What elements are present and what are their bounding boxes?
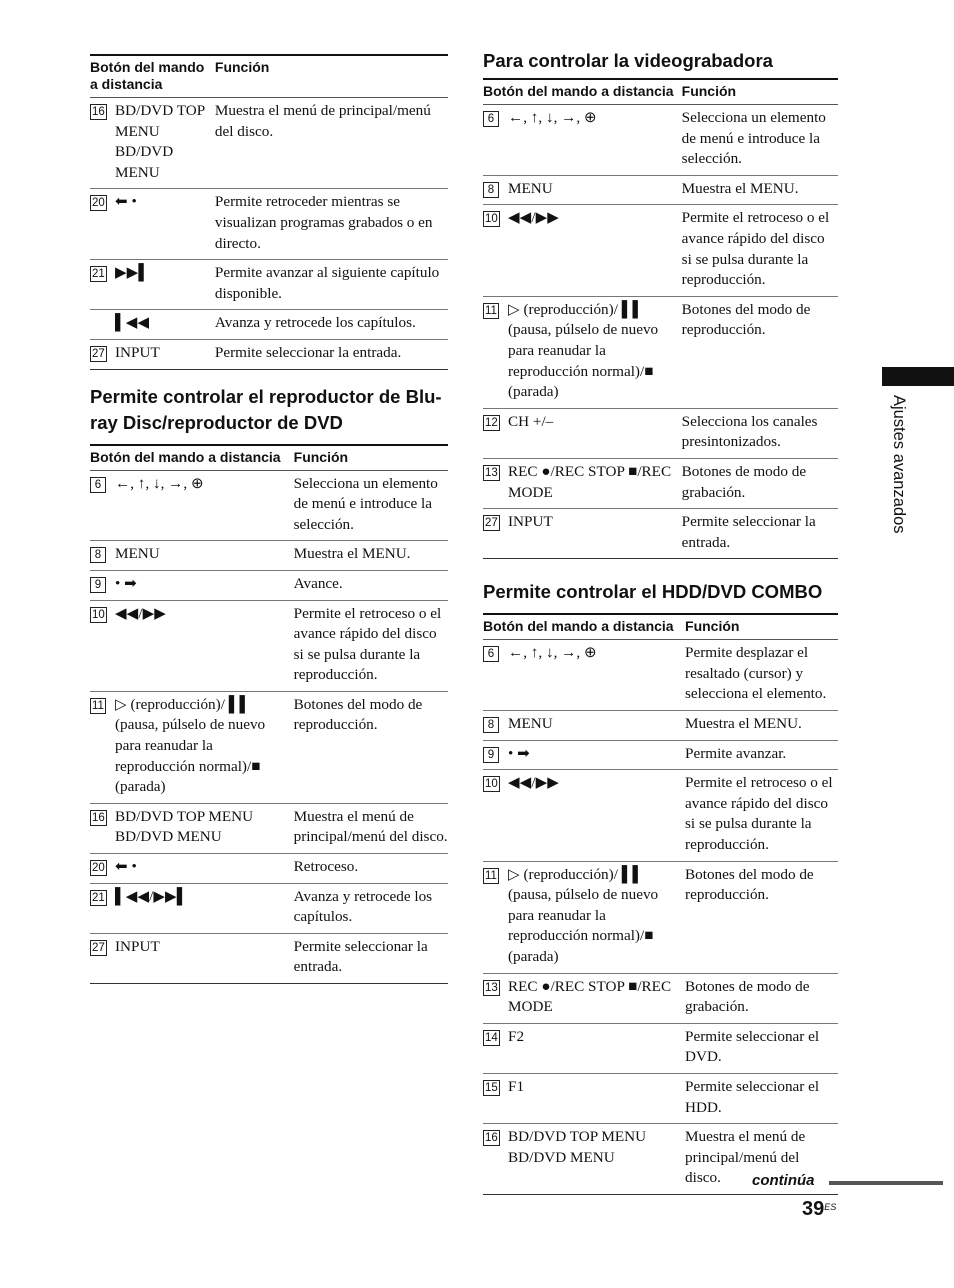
button-number-badge: 16	[485, 1132, 498, 1145]
function-cell: Botones de modo de grabación.	[681, 462, 807, 501]
remote-button-cell: BD/DVD TOP MENU BD/DVD MENU	[115, 102, 205, 181]
table-row	[483, 205, 838, 296]
table-row	[483, 770, 838, 861]
function-cell: Permite seleccionar la entrada.	[293, 937, 428, 976]
button-number-badge: 27	[485, 517, 498, 530]
function-cell: Permite el retroceso o el avance rápido del disco si se pulsa durante la reproducción.	[685, 774, 833, 854]
function-cell: Muestra el menú de principal/menú del disco.	[214, 102, 431, 140]
table-row	[90, 189, 448, 260]
remote-button-cell: ▌◀◀	[115, 314, 150, 332]
remote-button-cell: • ➡	[508, 744, 530, 762]
table-row	[483, 740, 838, 770]
row-number-cell	[90, 803, 115, 853]
function-cell: Permite avanzar.	[685, 744, 787, 762]
row-number-cell	[483, 861, 508, 973]
remote-button-cell: INPUT	[508, 513, 553, 531]
remote-button-cell: MENU	[508, 715, 553, 733]
header-button: Botón del mando a distancia	[90, 59, 205, 92]
table-header	[90, 445, 448, 471]
function-cell: Muestra el menú de principal/menú del disco.	[685, 1128, 806, 1187]
function-cell: Permite avanzar al siguiente capítulo disponible.	[214, 264, 440, 302]
remote-button-cell: MENU	[115, 545, 160, 563]
button-number-badge: 10	[485, 213, 498, 226]
remote-button-cell: ▷ (reproducción)/ ▌▌ (pausa, púlselo de nuevo para reanudar la reproducción normal)/■ (parada)	[508, 865, 659, 965]
function-cell: Muestra el MENU.	[681, 179, 799, 197]
remote-button-cell: ⬅ •	[115, 858, 137, 876]
button-number-badge: 6	[90, 477, 106, 493]
header-button: Botón del mando a distancia	[90, 448, 281, 465]
table-row	[483, 175, 838, 205]
remote-button-cell: ◀◀/▶▶	[115, 604, 166, 622]
remote-button-cell: F2	[508, 1027, 525, 1045]
header-function: Función	[681, 83, 737, 99]
remote-button-cell: ◀◀/▶▶	[508, 774, 559, 792]
table-row	[483, 509, 838, 559]
table-row	[90, 541, 448, 571]
table-row	[483, 1073, 838, 1123]
button-number-badge: 12	[485, 416, 498, 429]
continua-rule	[829, 1181, 943, 1185]
page-suffix: ES	[824, 1202, 837, 1212]
row-number-cell	[483, 458, 508, 508]
button-number-badge: 13	[485, 466, 498, 479]
table-row	[90, 883, 448, 933]
row-number-cell	[90, 570, 115, 600]
remote-button-cell: ←, ↑, ↓, →, ⊕	[508, 109, 597, 126]
row-number-cell	[90, 541, 115, 571]
table-row	[90, 600, 448, 691]
row-number-cell	[483, 770, 508, 861]
table-row	[483, 408, 838, 458]
row-number-cell	[90, 260, 115, 310]
page-number	[802, 1198, 836, 1221]
remote-button-cell: F1	[508, 1077, 525, 1095]
row-number-cell	[483, 973, 508, 1023]
row-number-cell	[90, 310, 115, 340]
remote-button-cell: INPUT	[115, 343, 160, 361]
button-number-badge: 10	[92, 608, 105, 621]
row-number-cell	[483, 296, 508, 408]
row-number-cell	[483, 640, 508, 711]
button-number-badge: 8	[90, 547, 106, 563]
table-header	[483, 79, 838, 105]
function-cell: Botones del modo de reproducción.	[681, 300, 811, 339]
left-column	[90, 54, 448, 984]
button-number-badge: 20	[92, 197, 105, 210]
row-number-cell	[483, 1124, 508, 1195]
button-number-badge: 21	[92, 268, 105, 281]
button-number-badge: 8	[483, 182, 499, 198]
section-title-vcr: Para controlar la videograbadora	[483, 50, 773, 71]
section-title-hdd: Permite controlar el HDD/DVD COMBO	[483, 581, 823, 603]
function-cell: Avance.	[293, 574, 343, 592]
function-cell: Avanza y retrocede los capítulos.	[293, 887, 433, 926]
row-number-cell	[90, 933, 115, 983]
header-function: Función	[685, 618, 740, 635]
row-number-cell	[90, 600, 115, 691]
table-row	[483, 458, 838, 508]
row-number-cell	[483, 408, 508, 458]
row-number-cell	[483, 205, 508, 296]
button-number-badge: 9	[483, 747, 499, 763]
table-row	[483, 711, 838, 741]
section-title-bluray: Permite controlar el reproductor de Blu-ray Disc/reproductor de DVD	[90, 385, 442, 433]
row-number-cell	[483, 711, 508, 741]
table-row	[90, 570, 448, 600]
button-number-badge: 6	[483, 646, 499, 662]
function-cell: Muestra el menú de principal/menú del disco.	[293, 807, 448, 846]
row-number-cell	[483, 509, 508, 559]
side-label-text: Ajustes avanzados	[890, 395, 908, 534]
table-row	[90, 691, 448, 803]
function-cell: Botones del modo de reproducción.	[293, 695, 423, 734]
row-number-cell	[90, 470, 115, 541]
button-number-badge: 14	[485, 1031, 498, 1044]
side-label	[880, 395, 920, 575]
function-cell: Selecciona los canales presintonizados.	[681, 412, 818, 451]
function-cell: Selecciona un elemento de menú e introduce la selección.	[681, 109, 826, 168]
function-cell: Permite seleccionar el HDD.	[685, 1077, 820, 1116]
remote-button-cell: ◀◀/▶▶	[508, 209, 559, 227]
row-number-cell	[483, 1073, 508, 1123]
button-number-badge: 15	[485, 1081, 498, 1094]
button-number-badge: 20	[92, 862, 105, 875]
row-number-cell	[483, 740, 508, 770]
table-row	[90, 470, 448, 541]
button-number-badge: 21	[92, 891, 105, 904]
header-function: Función	[214, 59, 270, 75]
button-number-badge: 11	[90, 698, 106, 714]
page-number-value: 39	[802, 1198, 825, 1220]
header-function: Función	[293, 448, 349, 465]
header-button: Botón del mando a distancia	[483, 83, 674, 99]
function-cell: Selecciona un elemento de menú e introduce la selección.	[293, 474, 438, 533]
table-row	[90, 803, 448, 853]
button-number-badge: 13	[485, 981, 498, 994]
button-number-badge: 11	[483, 303, 499, 319]
remote-button-cell: ←, ↑, ↓, →, ⊕	[115, 474, 204, 492]
remote-button-cell: ▷ (reproducción)/ ▌▌ (pausa, púlselo de nuevo para reanudar la reproducción normal)/■ (parada)	[508, 300, 659, 401]
table-hdd	[483, 613, 838, 1195]
table-left-top	[90, 54, 448, 370]
table-body	[90, 98, 448, 370]
table-body	[483, 640, 838, 1195]
remote-button-cell: MENU	[508, 179, 553, 197]
table-row	[90, 260, 448, 310]
row-number-cell	[90, 854, 115, 884]
table-row	[483, 296, 838, 408]
button-number-badge: 27	[92, 347, 105, 360]
remote-button-cell: ⬅ •	[115, 193, 137, 211]
table-bluray	[90, 444, 448, 984]
function-cell: Permite seleccionar la entrada.	[681, 513, 816, 551]
row-number-cell	[483, 175, 508, 205]
table-body	[483, 105, 838, 559]
button-number-badge: 9	[90, 577, 106, 593]
row-number-cell	[483, 1023, 508, 1073]
button-number-badge: 6	[483, 111, 499, 127]
table-header	[90, 55, 448, 98]
button-number-badge: 11	[483, 868, 499, 884]
button-number-badge: 16	[92, 106, 105, 118]
remote-button-cell: REC ●/REC STOP ■/REC MODE	[508, 462, 672, 501]
function-cell: Muestra el MENU.	[293, 545, 411, 563]
row-number-cell	[90, 883, 115, 933]
table-row	[483, 640, 838, 711]
remote-button-cell: ←, ↑, ↓, →, ⊕	[508, 644, 597, 662]
right-column	[483, 48, 838, 1195]
row-number-cell	[90, 691, 115, 803]
function-cell: Botones del modo de reproducción.	[685, 865, 814, 904]
row-number-cell	[90, 189, 115, 260]
function-cell: Permite desplazar el resaltado (cursor) y selecciona el elemento.	[685, 644, 827, 703]
header-button: Botón del mando a distancia	[483, 618, 674, 635]
table-header	[483, 614, 838, 640]
row-number-cell	[483, 105, 508, 176]
remote-button-cell: ▌◀◀/▶▶▌	[115, 887, 188, 905]
table-row	[90, 98, 448, 189]
remote-button-cell: BD/DVD TOP MENU BD/DVD MENU	[508, 1128, 647, 1166]
row-number-cell	[90, 339, 115, 369]
table-row	[483, 105, 838, 176]
remote-button-cell: REC ●/REC STOP ■/REC MODE	[508, 977, 672, 1016]
remote-button-cell: • ➡	[115, 574, 137, 592]
function-cell: Retroceso.	[293, 858, 359, 876]
function-cell: Permite el retroceso o el avance rápido del disco si se pulsa durante la reproducción.	[293, 604, 442, 684]
table-row	[483, 1023, 838, 1073]
table-vcr	[483, 78, 838, 559]
button-number-badge: 8	[483, 717, 499, 733]
button-number-badge: 10	[485, 778, 498, 791]
table-row	[90, 933, 448, 983]
table-row	[90, 339, 448, 369]
continua-label: continúa	[752, 1172, 815, 1189]
row-number-cell	[90, 98, 115, 189]
table-row	[90, 310, 448, 340]
remote-button-cell: BD/DVD TOP MENU BD/DVD MENU	[115, 807, 254, 846]
remote-button-cell: ▷ (reproducción)/ ▌▌ (pausa, púlselo de nuevo para reanudar la reproducción normal)/■ (parada)	[115, 695, 266, 796]
table-row	[483, 861, 838, 973]
remote-button-cell: ▶▶▌	[115, 264, 150, 282]
remote-button-cell: CH +/–	[508, 412, 554, 430]
function-cell: Permite el retroceso o el avance rápido del disco si se pulsa durante la reproducción.	[681, 209, 830, 289]
function-cell: Permite seleccionar el DVD.	[685, 1027, 820, 1066]
function-cell: Avanza y retrocede los capítulos.	[214, 314, 416, 332]
table-row	[483, 973, 838, 1023]
table-row	[90, 854, 448, 884]
side-tab-marker	[882, 367, 954, 386]
table-body	[90, 470, 448, 983]
remote-button-cell: INPUT	[115, 937, 160, 955]
function-cell: Botones de modo de grabación.	[685, 977, 810, 1016]
function-cell: Permite seleccionar la entrada.	[214, 343, 402, 361]
button-number-badge: 27	[92, 941, 105, 954]
button-number-badge: 16	[92, 811, 105, 824]
function-cell: Permite retroceder mientras se visualizan programas grabados o en directo.	[214, 193, 433, 252]
function-cell: Muestra el MENU.	[685, 715, 802, 733]
